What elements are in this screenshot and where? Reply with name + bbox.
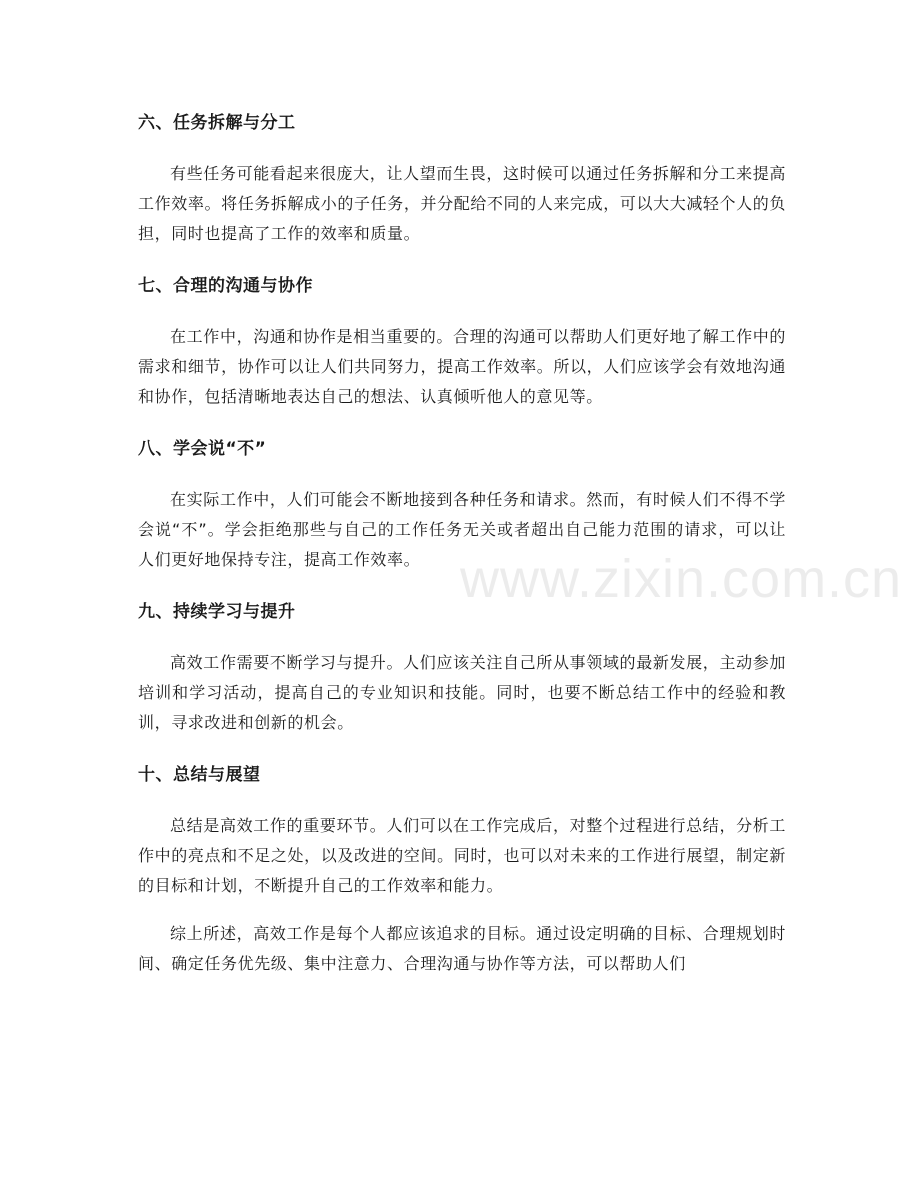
section-heading: 七、合理的沟通与协作 — [138, 276, 313, 296]
section-summary — [138, 756, 786, 901]
document-body — [138, 104, 786, 979]
section-task-breakdown — [138, 104, 786, 249]
section-heading: 九、持续学习与提升 — [138, 602, 296, 622]
section-heading: 八、学会说“不” — [138, 439, 267, 459]
section-paragraph: 在工作中，沟通和协作是相当重要的。合理的沟通可以帮助人们更好地了解工作中的需求和细节，协作可以让人们共同努力，提高工作效率。所以，人们应该学会有效地沟通和协作，包括清晰地表达自己的想法、认真倾听他人的意见等。 — [138, 327, 786, 406]
watermark-text: www.zixin.com.cn — [460, 549, 903, 609]
closing-paragraph: 综上所述，高效工作是每个人都应该追求的目标。通过设定明确的目标、合理规划时间、确定任务优先级、集中注意力、合理沟通与协作等方法，可以帮助人们 — [138, 924, 786, 973]
section-paragraph: 在实际工作中，人们可能会不断地接到各种任务和请求。然而，有时候人们不得不学会说“不”。学会拒绝那些与自己的工作任务无关或者超出自己能力范围的请求，可以让人们更好地保持专注，提高工作效率。 — [138, 490, 786, 569]
section-continuous-learning — [138, 593, 786, 738]
section-paragraph: 高效工作需要不断学习与提升。人们应该关注自己所从事领域的最新发展，主动参加培训和学习活动，提高自己的专业知识和技能。同时，也要不断总结工作中的经验和教训，寻求改进和创新的机会。 — [138, 653, 786, 732]
section-heading: 十、总结与展望 — [138, 765, 261, 785]
section-say-no — [138, 430, 786, 575]
section-heading: 六、任务拆解与分工 — [138, 113, 296, 133]
section-communication — [138, 267, 786, 412]
section-paragraph: 总结是高效工作的重要环节。人们可以在工作完成后，对整个过程进行总结，分析工作中的亮点和不足之处，以及改进的空间。同时，也可以对未来的工作进行展望，制定新的目标和计划，不断提升自己的工作效率和能力。 — [138, 816, 786, 895]
section-paragraph: 有些任务可能看起来很庞大，让人望而生畏，这时候可以通过任务拆解和分工来提高工作效率。将任务拆解成小的子任务，并分配给不同的人来完成，可以大大减轻个人的负担，同时也提高了工作的效率和质量。 — [138, 164, 786, 243]
